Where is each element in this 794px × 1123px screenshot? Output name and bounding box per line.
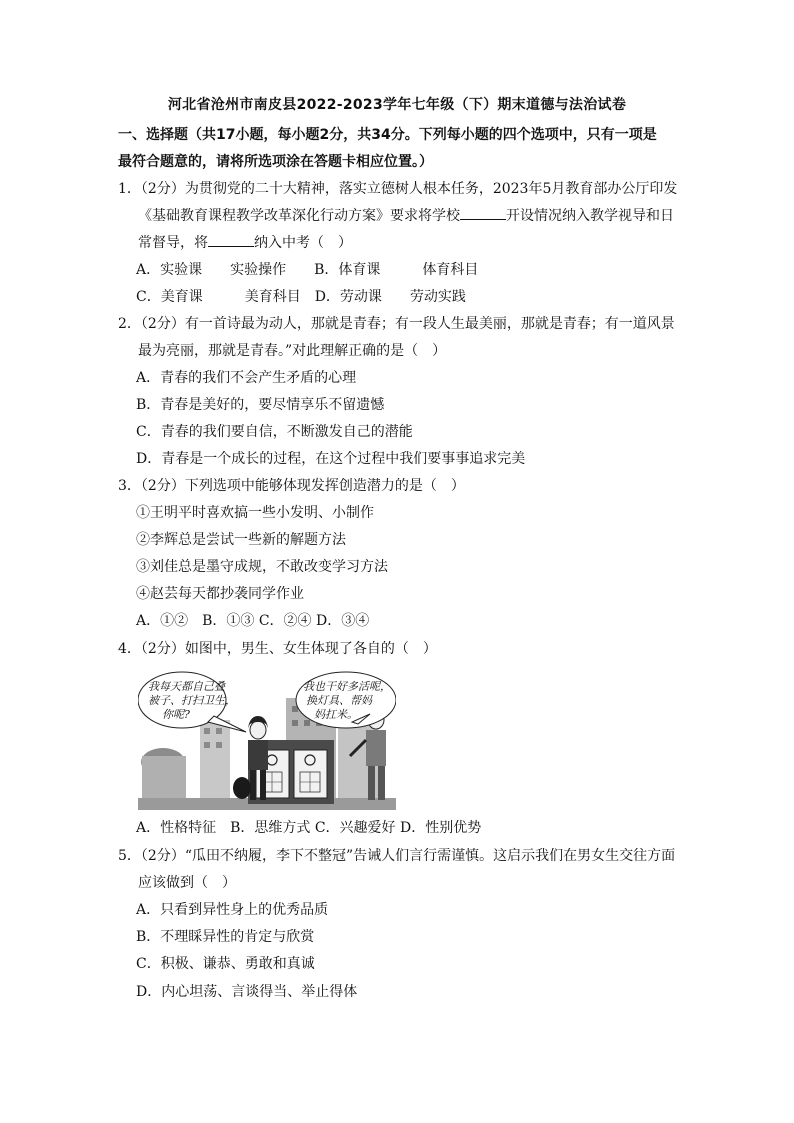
- q2-line-1: 2．（2分）有一首诗最为动人，那就是青春；有一段人生最美丽，那就是青春；有一道风景: [118, 316, 675, 332]
- bubble-left-line-2: 被子、打扫卫生，: [148, 694, 236, 707]
- q1-blank-2: [208, 234, 254, 247]
- section-line-1: 一、选择题（共17小题，每小题2分，共34分。下列每小题的四个选项中，只有一项是: [118, 127, 657, 143]
- cartoon-illustration: [138, 670, 396, 810]
- q1-line-3b: 纳入中考（ ）: [254, 235, 352, 251]
- q1-line-2a: 《基础教育课程教学改革深化行动方案》要求将学校: [138, 208, 460, 224]
- question-4: 4．（2分）如图中，男生、女生体现了各自的（ ）: [118, 641, 437, 657]
- q2-option-a: A．青春的我们不会产生矛盾的心理: [136, 370, 357, 386]
- question-1: [118, 176, 678, 257]
- bubble-right-line-1: 我也干好多活呢，: [303, 680, 391, 693]
- q1-line-3: [118, 230, 678, 257]
- q5-option-c: C．积极、谦恭、勇敢和真诚: [136, 956, 315, 972]
- bubble-left-line-3: 你呢?: [162, 708, 190, 721]
- q5-option-d: D．内心坦荡、言谈得当、举止得体: [136, 984, 358, 1000]
- q4-options: A．性格特征 B．思维方式 C．兴趣爱好 D．性别优势: [136, 820, 482, 836]
- q1-blank-1: [460, 207, 506, 220]
- exam-title: 河北省沧州市南皮县2022-2023学年七年级（下）期末道德与法治试卷: [167, 97, 627, 113]
- q5-option-b: B．不理睬异性的肯定与欣赏: [136, 929, 315, 945]
- q1-options-ab: A．实验课 实验操作 B．体育课 体育科目: [136, 262, 479, 278]
- q3-options: A．①② B．①③ C．②④ D．③④: [136, 613, 370, 629]
- q3-item-2: ②李辉总是尝试一些新的解题方法: [136, 532, 346, 548]
- q2-line-2: 最为亮丽，那就是青春。”对此理解正确的是（ ）: [138, 343, 447, 359]
- question-2: [118, 311, 678, 365]
- q5-option-a: A．只看到异性身上的优秀品质: [136, 902, 329, 918]
- q5-line-1: 5．（2分）“瓜田不纳履，李下不整冠”告诫人们言行需谨慎。这启示我们在男女生交往方面: [118, 848, 676, 864]
- q3-item-1: ①王明平时喜欢搞一些小发明、小制作: [136, 505, 374, 521]
- section-header: [118, 122, 678, 176]
- q1-options-cd: C．美育课 美育科目 D．劳动课 劳动实践: [136, 289, 466, 305]
- bubble-left-line-1: 我每天都自己叠: [148, 680, 225, 693]
- q1-line-2b: 开设情况纳入教学视导和日: [506, 208, 674, 224]
- section-line-2: 最符合题意的，请将所选项涂在答题卡相应位置。）: [118, 154, 433, 170]
- q1-line-1: 1．（2分）为贯彻党的二十大精神，落实立德树人根本任务，2023年5月教育部办公厅印发: [118, 181, 678, 197]
- q2-option-b: B．青春是美好的，要尽情享乐不留遗憾: [136, 397, 385, 413]
- q5-line-2: 应该做到（ ）: [138, 875, 236, 891]
- q2-option-d: D．青春是一个成长的过程，在这个过程中我们要事事追求完美: [136, 451, 526, 467]
- bubble-right-line-3: 妈扛米。: [314, 708, 358, 721]
- bubble-right-line-2: 换灯具、帮妈: [306, 694, 372, 707]
- q3-item-3: ③刘佳总是墨守成规，不敢改变学习方法: [136, 559, 388, 575]
- q1-line-2: [118, 203, 678, 230]
- q2-option-c: C．青春的我们要自信，不断激发自己的潜能: [136, 424, 413, 440]
- question-3: 3．（2分）下列选项中能够体现发挥创造潜力的是（ ）: [118, 478, 465, 494]
- q3-item-4: ④赵芸每天都抄袭同学作业: [136, 586, 304, 602]
- q1-line-3a: 常督导，将: [138, 235, 208, 251]
- question-5: [118, 843, 678, 897]
